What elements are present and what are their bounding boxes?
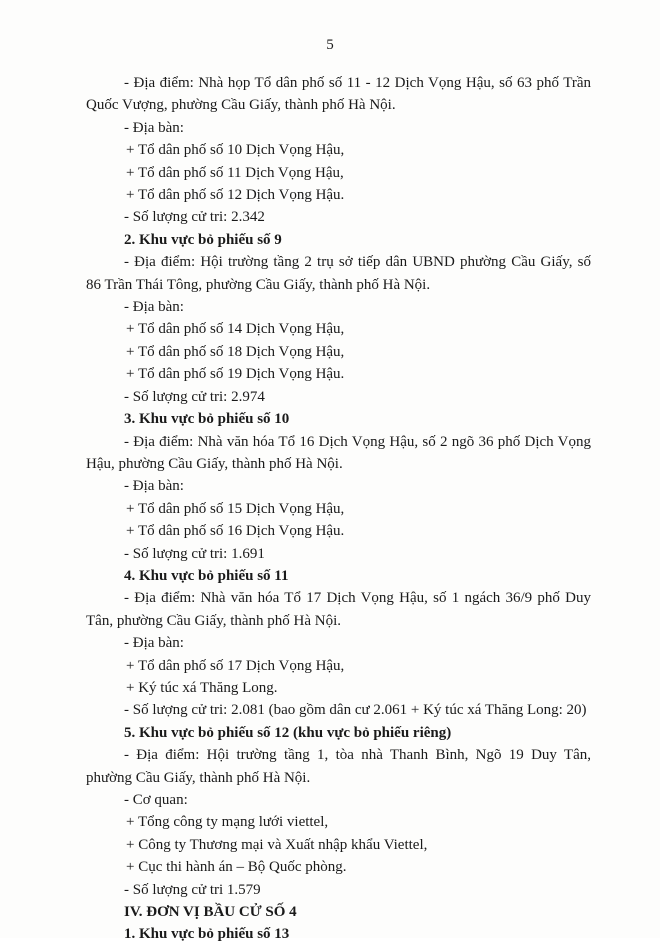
- text-line: Quốc Vượng, phường Cầu Giấy, thành phố Hà Nội.: [86, 97, 396, 114]
- text-line: + Tổng công ty mạng lưới viettel,: [126, 814, 329, 831]
- text-line: phường Cầu Giấy, thành phố Hà Nội.: [86, 769, 311, 786]
- text-line: - Số lượng cử tri 1.579: [124, 881, 261, 898]
- section-heading: IV. ĐƠN VỊ BẦU CỬ SỐ 4: [124, 904, 297, 921]
- text-line: - Địa điểm: Nhà văn hóa Tổ 16 Dịch Vọng Hậu, số 2 ngõ 36 phố Dịch Vọng: [124, 433, 591, 450]
- text-line: - Địa điểm: Hội trường tầng 2 trụ sở tiếp dân UBND phường Cầu Giấy, số: [124, 254, 591, 271]
- text-line: + Tổ dân phố số 10 Dịch Vọng Hậu,: [126, 142, 345, 159]
- text-line: + Tổ dân phố số 14 Dịch Vọng Hậu,: [126, 321, 345, 338]
- section-heading: 5. Khu vực bỏ phiếu số 12 (khu vực bỏ phiếu riêng): [124, 724, 452, 741]
- text-line: + Tổ dân phố số 17 Dịch Vọng Hậu,: [126, 657, 345, 674]
- section-heading: 2. Khu vực bỏ phiếu số 9: [124, 231, 282, 248]
- section-heading: 1. Khu vực bỏ phiếu số 13: [124, 926, 290, 943]
- text-line: Hậu, phường Cầu Giấy, thành phố Hà Nội.: [86, 455, 343, 472]
- text-line: + Tổ dân phố số 18 Dịch Vọng Hậu,: [126, 343, 345, 360]
- text-line: - Địa điểm: Hội trường tầng 1, tòa nhà Thanh Bình, Ngõ 19 Duy Tân,: [124, 747, 591, 764]
- text-line: - Số lượng cử tri: 2.974: [124, 388, 265, 405]
- text-line: - Địa điểm: Nhà văn hóa Tổ 17 Dịch Vọng Hậu, số 1 ngách 36/9 phố Duy: [124, 590, 591, 607]
- text-line: Tân, phường Cầu Giấy, thành phố Hà Nội.: [86, 612, 342, 629]
- text-line: - Địa bàn:: [124, 119, 184, 136]
- document-body: [86, 72, 591, 946]
- text-line: + Tổ dân phố số 11 Dịch Vọng Hậu,: [126, 164, 344, 181]
- text-line: + Ký túc xá Thăng Long.: [126, 679, 278, 696]
- text-line: + Tổ dân phố số 16 Dịch Vọng Hậu.: [126, 523, 345, 540]
- text-line: + Cục thi hành án – Bộ Quốc phòng.: [126, 859, 347, 876]
- text-line: - Địa bàn:: [124, 299, 184, 316]
- page-number: 5: [326, 37, 334, 53]
- text-line: - Số lượng cử tri: 2.081 (bao gồm dân cư 2.061 + Ký túc xá Thăng Long: 20): [124, 702, 587, 719]
- text-line: + Tổ dân phố số 19 Dịch Vọng Hậu.: [126, 366, 345, 383]
- text-line: + Tổ dân phố số 12 Dịch Vọng Hậu.: [126, 187, 345, 204]
- text-line: - Số lượng cử tri: 1.691: [124, 545, 265, 562]
- section-heading: 3. Khu vực bỏ phiếu số 10: [124, 411, 290, 428]
- text-line: + Công ty Thương mại và Xuất nhập khẩu Viettel,: [126, 836, 428, 853]
- text-line: 86 Trần Thái Tông, phường Cầu Giấy, thành phố Hà Nội.: [86, 276, 431, 293]
- text-line: - Địa bàn:: [124, 635, 184, 652]
- text-line: - Số lượng cử tri: 2.342: [124, 209, 265, 226]
- text-line: + Tổ dân phố số 15 Dịch Vọng Hậu,: [126, 500, 345, 517]
- text-line: - Cơ quan:: [124, 792, 188, 808]
- section-heading: 4. Khu vực bỏ phiếu số 11: [124, 567, 289, 584]
- text-line: - Địa điểm: Nhà họp Tổ dân phố số 11 - 12 Dịch Vọng Hậu, số 63 phố Trần: [124, 75, 591, 91]
- text-line: - Địa bàn:: [124, 478, 184, 495]
